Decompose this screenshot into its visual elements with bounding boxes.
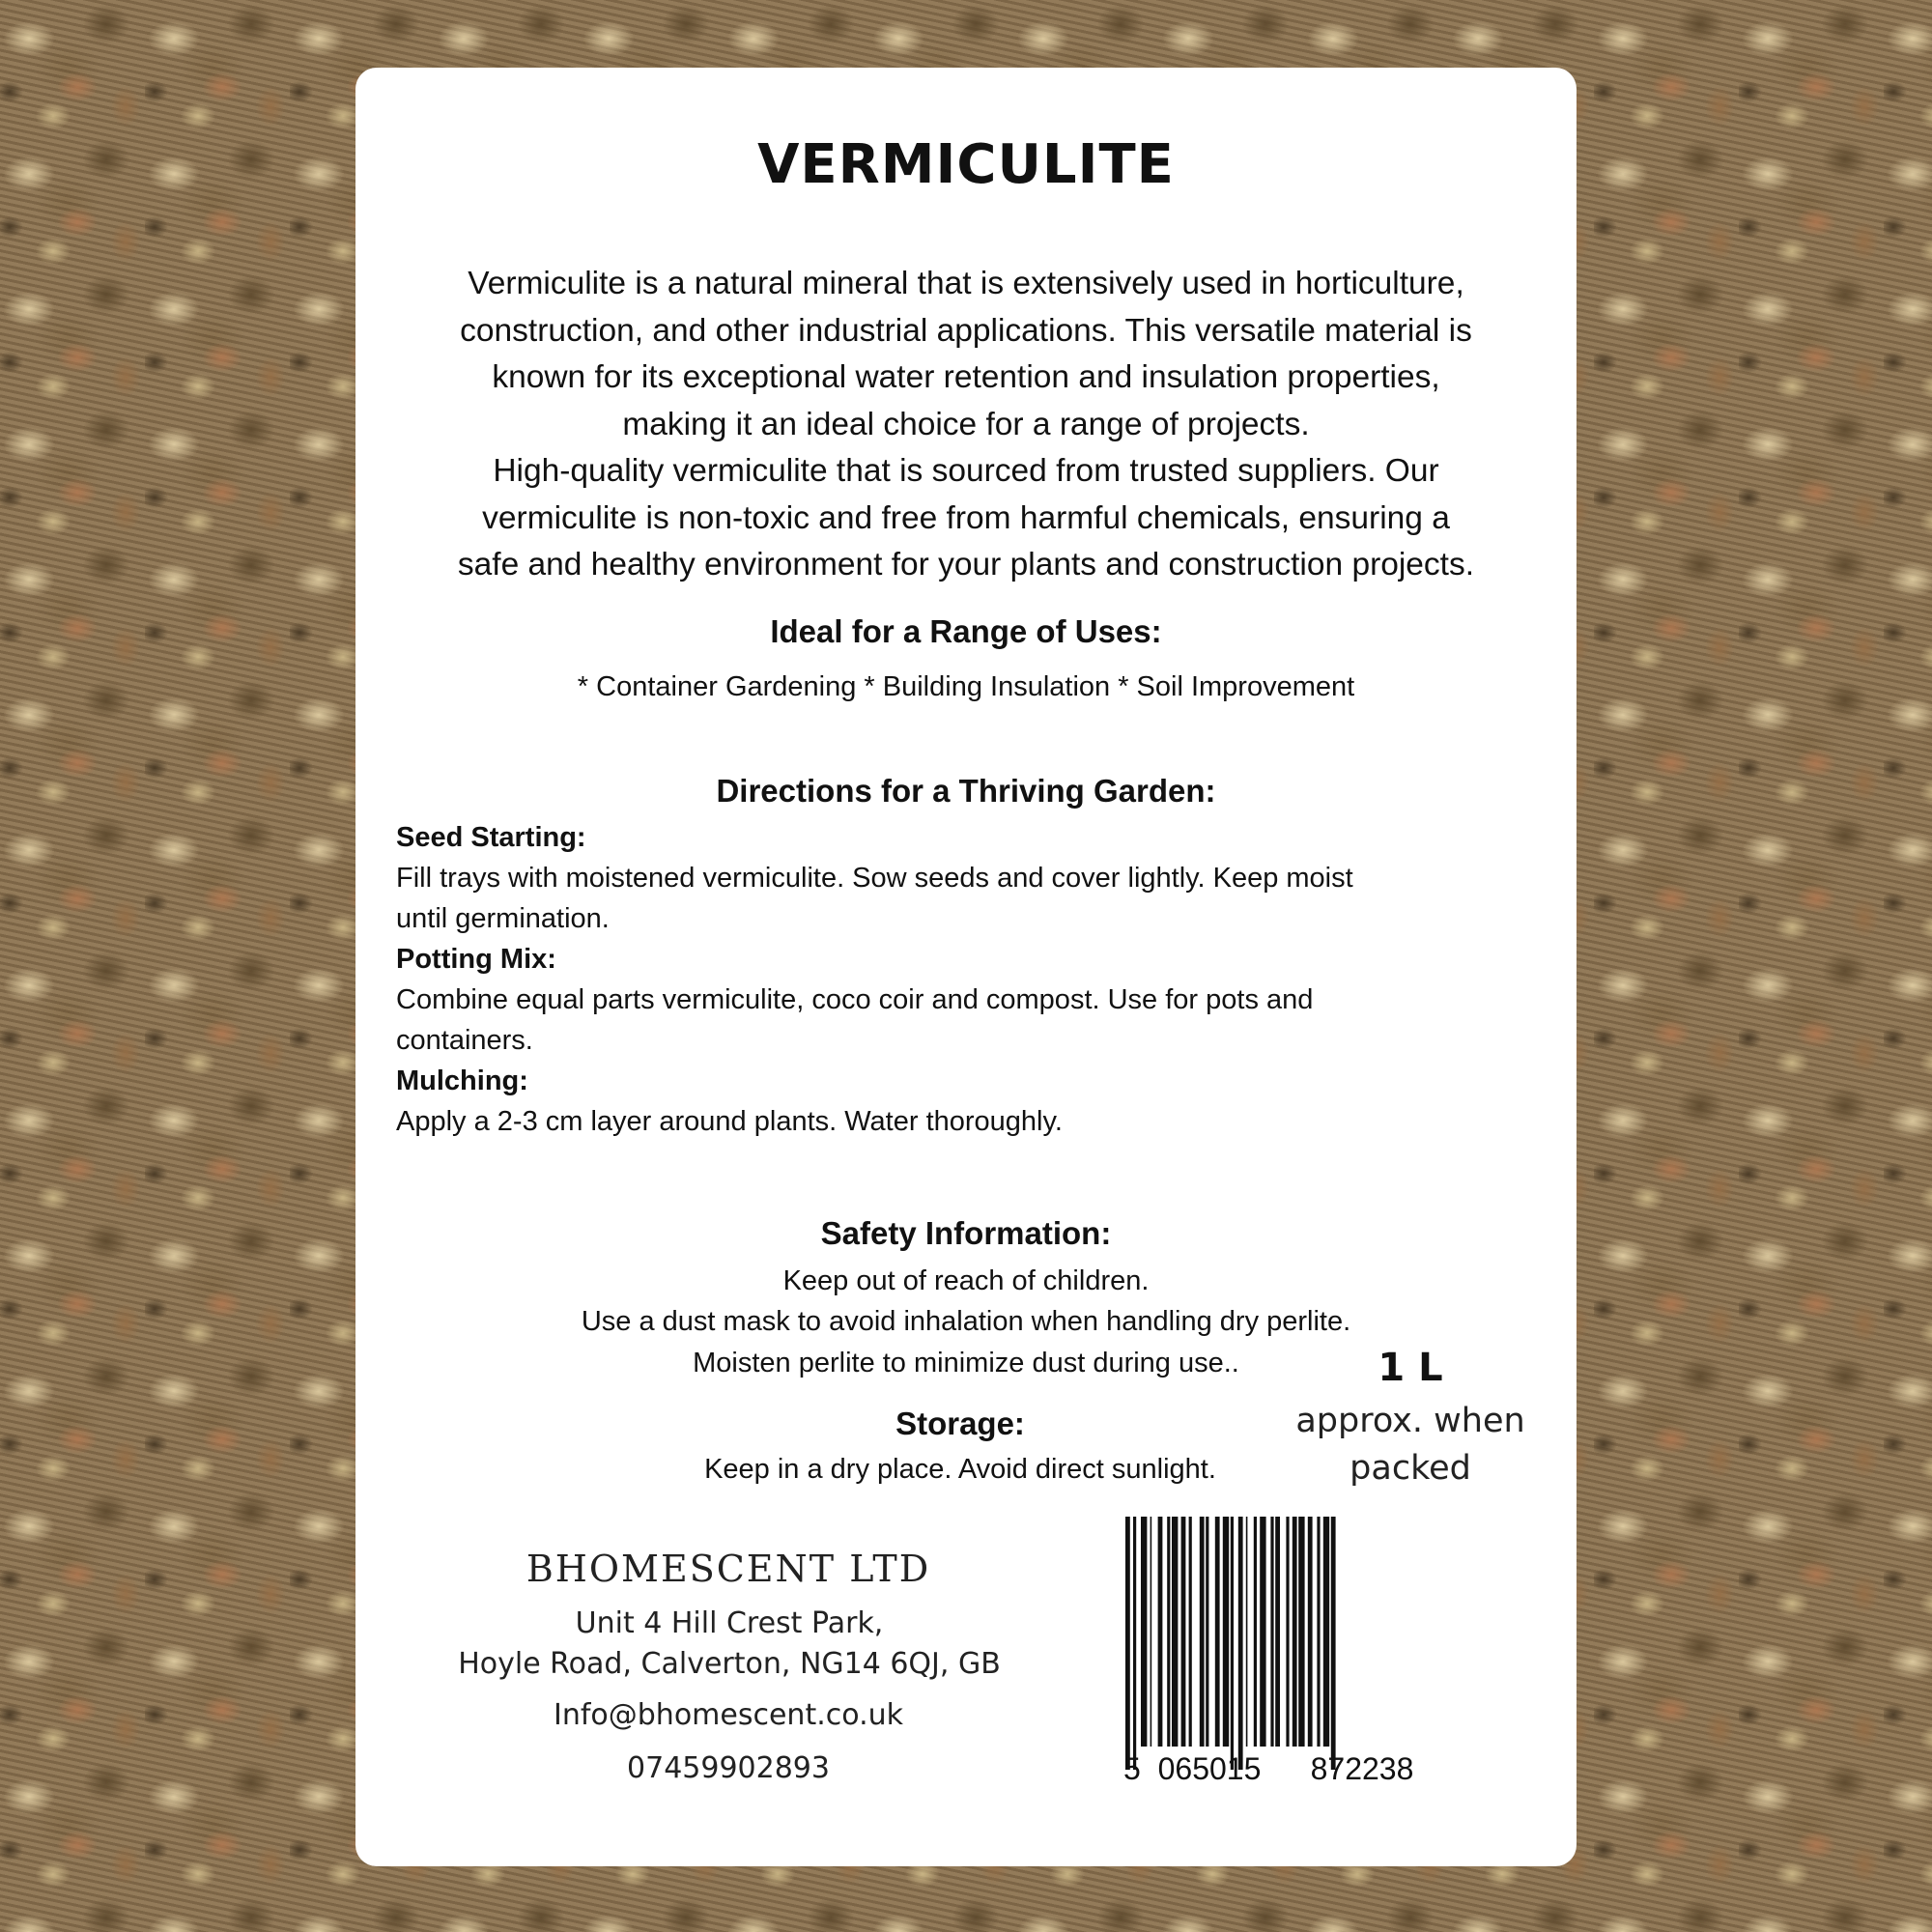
volume-note-line: packed bbox=[1350, 1449, 1471, 1488]
intro-line: safe and healthy environment for your plants and construction projects. bbox=[457, 547, 1475, 582]
barcode-bar bbox=[1167, 1517, 1170, 1747]
intro-line: known for its exceptional water retention and insulation properties, bbox=[492, 359, 1440, 395]
intro-line: High-quality vermiculite that is sourced from trusted suppliers. Our bbox=[493, 453, 1439, 489]
barcode-bar bbox=[1298, 1517, 1304, 1747]
barcode-bar bbox=[1286, 1517, 1289, 1747]
address-line: Unit 4 Hill Crest Park, bbox=[575, 1606, 884, 1640]
uses-list: * Container Gardening * Building Insulation * Soil Improvement bbox=[577, 671, 1355, 702]
volume-note-line: approx. when bbox=[1295, 1402, 1525, 1440]
barcode-bars bbox=[1125, 1517, 1336, 1770]
barcode-bar bbox=[1158, 1517, 1163, 1747]
barcode-bar bbox=[1254, 1517, 1257, 1747]
volume-amount: 1 L bbox=[1378, 1346, 1443, 1390]
potting-mix-label: Potting Mix: bbox=[396, 944, 556, 975]
seed-starting-label: Seed Starting: bbox=[396, 822, 586, 853]
address-line: Hoyle Road, Calverton, NG14 6QJ, GB bbox=[458, 1647, 1001, 1681]
company-phone: 07459902893 bbox=[627, 1751, 830, 1785]
uses-heading: Ideal for a Range of Uses: bbox=[770, 613, 1162, 649]
storage-heading: Storage: bbox=[895, 1406, 1025, 1441]
intro-line: construction, and other industrial applications. This versatile material is bbox=[460, 312, 1472, 349]
seed-starting-text: Fill trays with moistened vermiculite. Sow seeds and cover lightly. Keep moist bbox=[396, 863, 1353, 894]
potting-mix-text: containers. bbox=[396, 1025, 533, 1056]
intro-paragraph bbox=[391, 261, 1541, 589]
intro-line: vermiculite is non-toxic and free from harmful chemicals, ensuring a bbox=[482, 499, 1450, 536]
barcode-bar bbox=[1246, 1517, 1248, 1747]
seed-starting-text: until germination. bbox=[396, 903, 610, 934]
potting-mix-text: Combine equal parts vermiculite, coco coir and compost. Use for pots and bbox=[396, 984, 1314, 1015]
intro-line: Vermiculite is a natural mineral that is extensively used in horticulture, bbox=[468, 266, 1464, 301]
mulching-text: Apply a 2-3 cm layer around plants. Water thoroughly. bbox=[396, 1106, 1063, 1137]
volume-note bbox=[1265, 1398, 1555, 1492]
barcode-bar bbox=[1317, 1517, 1320, 1747]
barcode-bar bbox=[1141, 1517, 1147, 1747]
barcode-left-group: 065015 bbox=[1157, 1751, 1262, 1782]
barcode bbox=[1121, 1517, 1468, 1782]
storage-text: Keep in a dry place. Avoid direct sunlight. bbox=[704, 1454, 1216, 1485]
barcode-first-digit: 5 bbox=[1123, 1751, 1141, 1782]
product-title: VERMICULITE bbox=[757, 133, 1175, 196]
barcode-bar bbox=[1172, 1517, 1178, 1747]
company-email[interactable]: Info@bhomescent.co.uk bbox=[553, 1698, 903, 1732]
barcode-bar bbox=[1260, 1517, 1265, 1747]
barcode-bar bbox=[1308, 1517, 1313, 1747]
directions-heading: Directions for a Thriving Garden: bbox=[716, 773, 1216, 809]
barcode-bar bbox=[1231, 1517, 1234, 1770]
intro-line: making it an ideal choice for a range of projects. bbox=[622, 406, 1310, 442]
barcode-bar bbox=[1206, 1517, 1208, 1747]
barcode-bar bbox=[1189, 1517, 1192, 1747]
barcode-bar bbox=[1151, 1517, 1152, 1747]
barcode-bar bbox=[1293, 1517, 1297, 1747]
company-address bbox=[396, 1604, 1063, 1685]
barcode-bar bbox=[1238, 1517, 1243, 1770]
barcode-bar bbox=[1270, 1517, 1273, 1747]
barcode-bar bbox=[1133, 1517, 1136, 1770]
mulching-label: Mulching: bbox=[396, 1065, 528, 1096]
barcode-right-group: 872238 bbox=[1310, 1751, 1414, 1782]
directions-body bbox=[396, 817, 1517, 1142]
barcode-bar bbox=[1215, 1517, 1220, 1747]
safety-line: Moisten perlite to minimize dust during use.. bbox=[693, 1348, 1239, 1378]
safety-heading: Safety Information: bbox=[820, 1215, 1112, 1251]
barcode-bar bbox=[1331, 1517, 1336, 1770]
barcode-bar bbox=[1323, 1517, 1329, 1747]
safety-line: Keep out of reach of children. bbox=[782, 1265, 1150, 1296]
safety-text bbox=[386, 1261, 1546, 1342]
barcode-bar bbox=[1181, 1517, 1186, 1747]
barcode-bar bbox=[1223, 1517, 1229, 1747]
barcode-bar bbox=[1275, 1517, 1280, 1747]
company-name: BHOMESCENT LTD bbox=[526, 1548, 931, 1590]
safety-line: Use a dust mask to avoid inhalation when handling dry perlite. bbox=[581, 1306, 1351, 1337]
barcode-bar bbox=[1200, 1517, 1205, 1747]
barcode-bar bbox=[1125, 1517, 1130, 1770]
